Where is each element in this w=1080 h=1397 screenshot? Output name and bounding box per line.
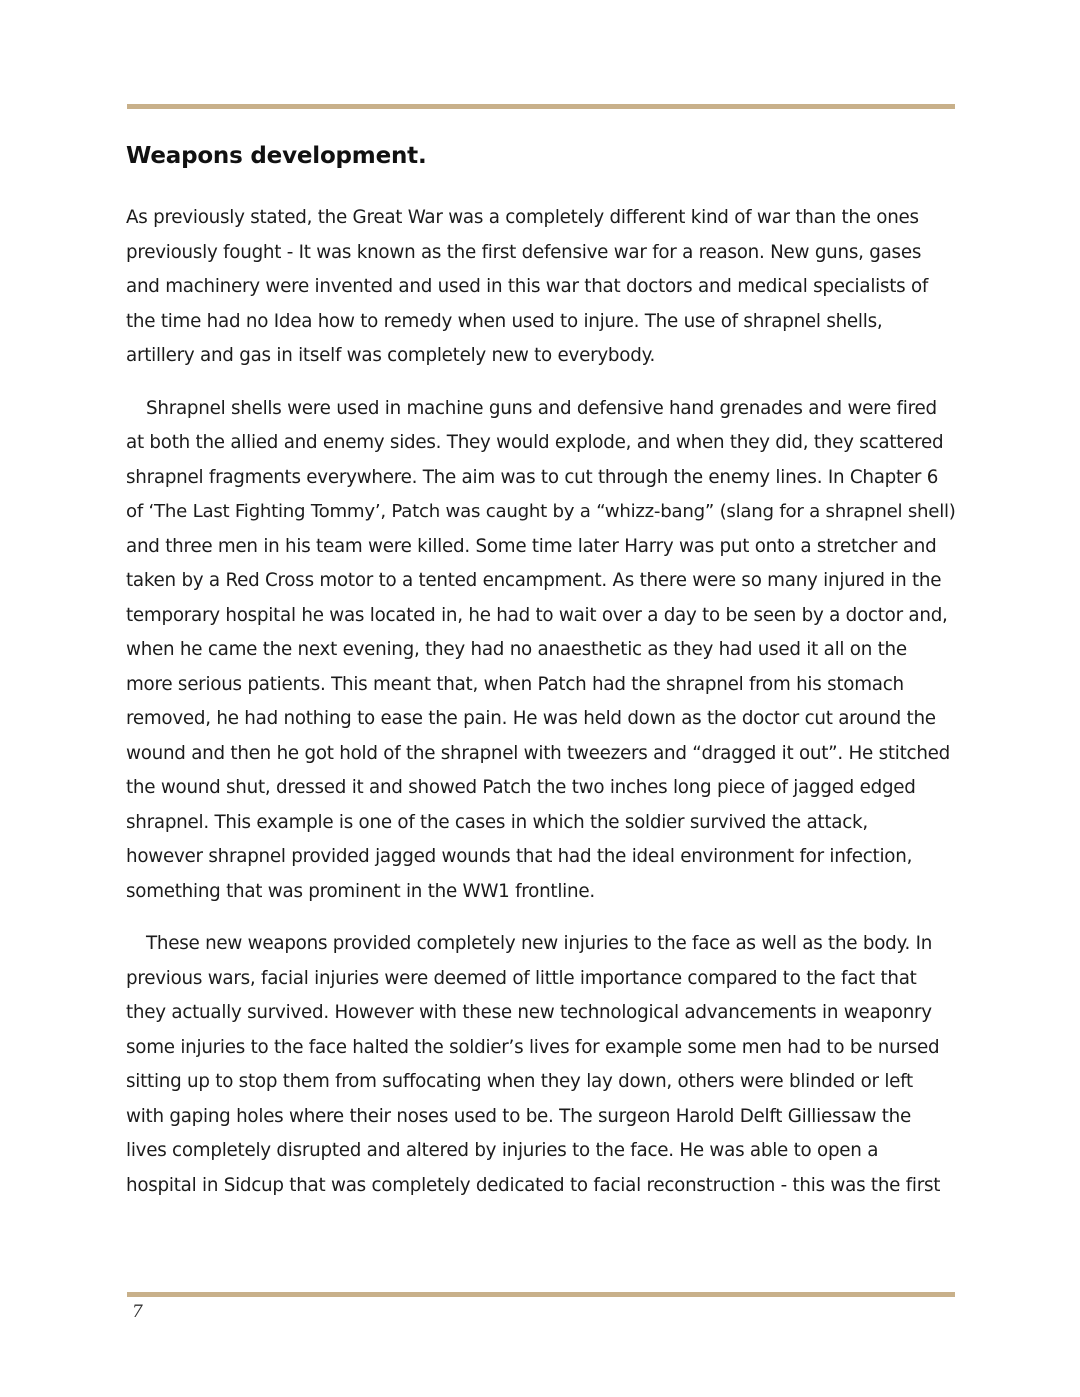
text-line: more serious patients. This meant that, when Patch had the shrapnel from his stomach [126, 673, 904, 695]
section-heading: Weapons development. [126, 143, 427, 169]
text-line: with gaping holes where their noses used to be. The surgeon Harold Delft Gilliessaw the [126, 1105, 911, 1127]
paragraph [126, 392, 956, 910]
text-line: of ‘The Last Fighting Tommy’, Patch was caught by a “whizz-bang” (slang for a shrapnel shell) [126, 501, 956, 522]
text-line: when he came the next evening, they had no anaesthetic as they had used it all on the [126, 639, 907, 660]
text-line: taken by a Red Cross motor to a tented encampment. As there were so many injured in the [126, 570, 942, 591]
text-line: something that was prominent in the WW1 frontline. [126, 880, 595, 902]
text-line: previous wars, facial injuries were deemed of little importance compared to the fact that [126, 967, 917, 989]
paragraph [126, 201, 956, 374]
bottom-divider [127, 1292, 955, 1297]
top-divider [127, 104, 955, 109]
text-line: shrapnel. This example is one of the cases in which the soldier survived the attack, [126, 811, 868, 833]
text-line: These new weapons provided completely new injuries to the face as well as the body. In [146, 933, 933, 954]
text-line: and three men in his team were killed. Some time later Harry was put onto a stretcher and [126, 535, 937, 557]
text-line: they actually survived. However with these new technological advancements in weaponry [126, 1002, 932, 1023]
text-line: wound and then he got hold of the shrapnel with tweezers and “dragged it out”. He stitched [126, 742, 951, 764]
text-line: sitting up to stop them from suffocating when they lay down, others were blinded or left [126, 1071, 913, 1092]
text-line: previously fought - It was known as the first defensive war for a reason. New guns, gases [126, 241, 922, 263]
text-line: the time had no Idea how to remedy when used to injure. The use of shrapnel shells, [126, 310, 883, 332]
text-line: artillery and gas in itself was completely new to everybody. [126, 345, 656, 366]
text-line: some injuries to the face halted the soldier’s lives for example some men had to be nursed [126, 1036, 940, 1058]
text-line: removed, he had nothing to ease the pain. He was held down as the doctor cut around the [126, 708, 936, 729]
text-line: however shrapnel provided jagged wounds that had the ideal environment for infection, [126, 846, 913, 867]
text-line: hospital in Sidcup that was completely dedicated to facial reconstruction - this was the first [126, 1174, 941, 1196]
text-line: As previously stated, the Great War was a completely different kind of war than the ones [126, 207, 919, 228]
paragraph [126, 927, 956, 1203]
body-text [126, 201, 956, 1221]
page-number: 7 [132, 1302, 143, 1322]
text-line: the wound shut, dressed it and showed Patch the two inches long piece of jagged edged [126, 777, 916, 798]
text-line: temporary hospital he was located in, he had to wait over a day to be seen by a doctor and, [126, 604, 948, 626]
text-line: Shrapnel shells were used in machine guns and defensive hand grenades and were fired [146, 397, 937, 419]
text-line: shrapnel fragments everywhere. The aim was to cut through the enemy lines. In Chapter 6 [126, 466, 939, 488]
text-line: and machinery were invented and used in this war that doctors and medical specialists of [126, 276, 929, 297]
text-line: lives completely disrupted and altered by injuries to the face. He was able to open a [126, 1140, 879, 1161]
text-line: at both the allied and enemy sides. They would explode, and when they did, they scattered [126, 432, 944, 453]
